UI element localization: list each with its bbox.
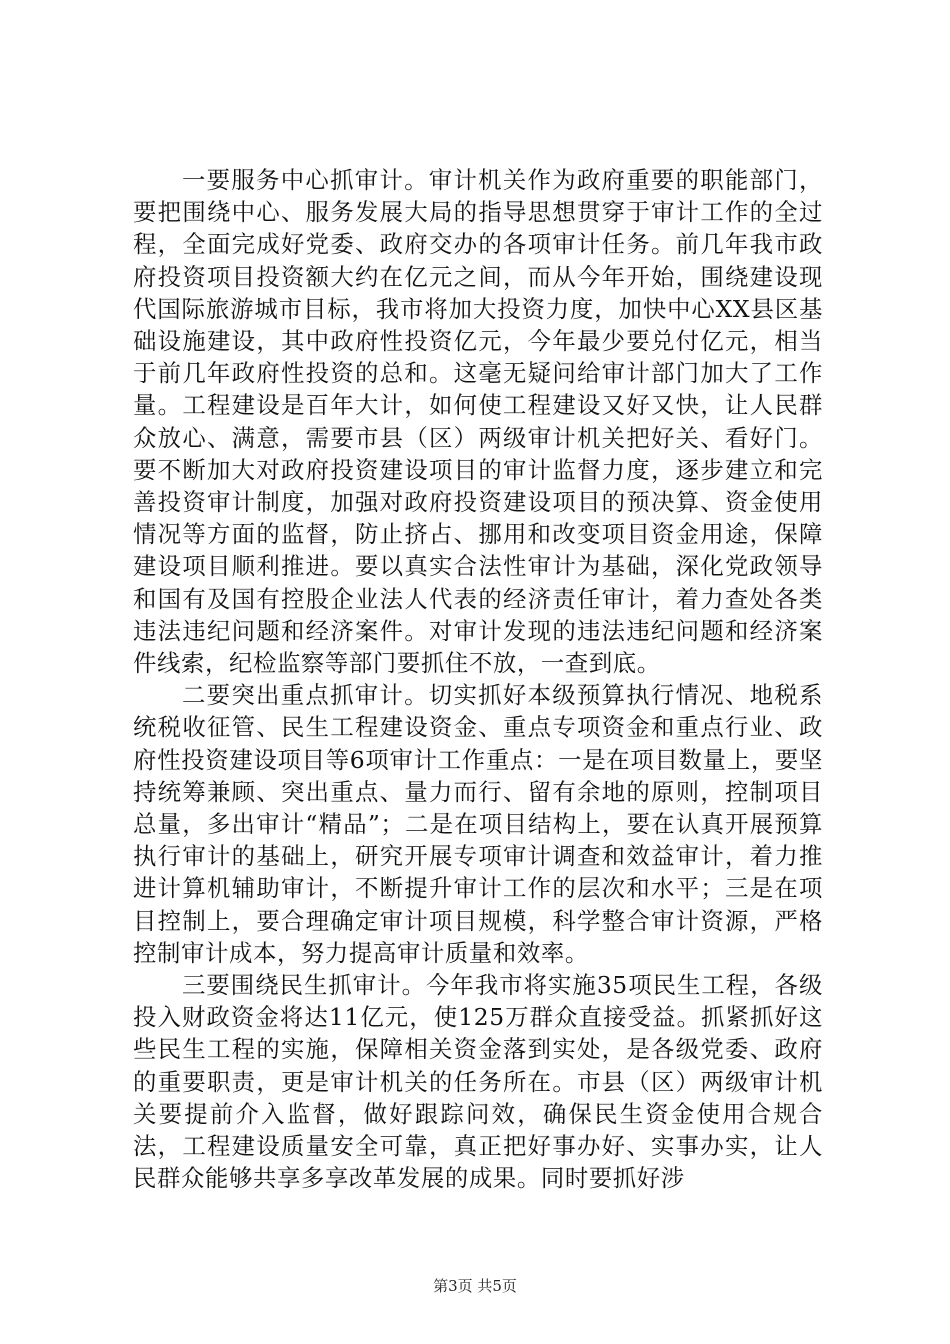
paragraph-key-points-audit: 二要突出重点抓审计。切实抓好本级预算执行情况、地税系统税收征管、民生工程建设资金、重点专项资金和重点行业、政府性投资建设项目等6项审计工作重点：一是在项目数量上，要坚持统筹兼顾、突出重点、量力而行、留有余地的原则，控制项目总量，多出审计“精品”；二是在项目结构上，要在认真开展预算执行审计的基础上，研究开展专项审计调查和效益审计，着力推进计算机辅助审计，不断提升审计工作的层次和水平；三是在项目控制上，要合理确定审计项目规模，科学整合审计资源，严格控制审计成本，努力提高审计质量和效率。	[133, 681, 823, 967]
paragraph-service-center-audit: 一要服务中心抓审计。审计机关作为政府重要的职能部门，要把围绕中心、服务发展大局的指导思想贯穿于审计工作的全过程，全面完成好党委、政府交办的各项审计任务。前几年我市政府投资项目投资额大约在亿元之间，而从今年开始，围绕建设现代国际旅游城市目标，我市将加大投资力度，加快中心XX县区基础设施建设，其中政府性投资亿元，今年最少要兑付亿元，相当于前几年政府性投资的总和。这毫无疑问给审计部门加大了工作量。工程建设是百年大计，如何使工程建设又好又快，让人民群众放心、满意，需要市县（区）两级审计机关把好关、看好门。要不断加大对政府投资建设项目的审计监督力度，逐步建立和完善投资审计制度，加强对政府投资建设项目的预决算、资金使用情况等方面的监督，防止挤占、挪用和改变项目资金用途，保障建设项目顺利推进。要以真实合法性审计为基础，深化党政领导和国有及国有控股企业法人代表的经济责任审计，着力查处各类违法违纪问题和经济案件。对审计发现的违法违纪问题和经济案件线索，纪检监察等部门要抓住不放，一查到底。	[133, 166, 823, 678]
document-body	[133, 164, 823, 1195]
paragraph-livelihood-audit: 三要围绕民生抓审计。今年我市将实施35项民生工程，各级投入财政资金将达11亿元，使125万群众直接受益。抓紧抓好这些民生工程的实施，保障相关资金落到实处，是各级党委、政府的重要职责，更是审计机关的任务所在。市县（区）两级审计机关要提前介入监督，做好跟踪问效，确保民生资金使用合规合法，工程建设质量安全可靠，真正把好事办好、实事办实，让人民群众能够共享多享改革发展的成果。同时要抓好涉	[133, 971, 823, 1193]
page-number-footer: 第3页 共5页	[433, 1277, 517, 1295]
